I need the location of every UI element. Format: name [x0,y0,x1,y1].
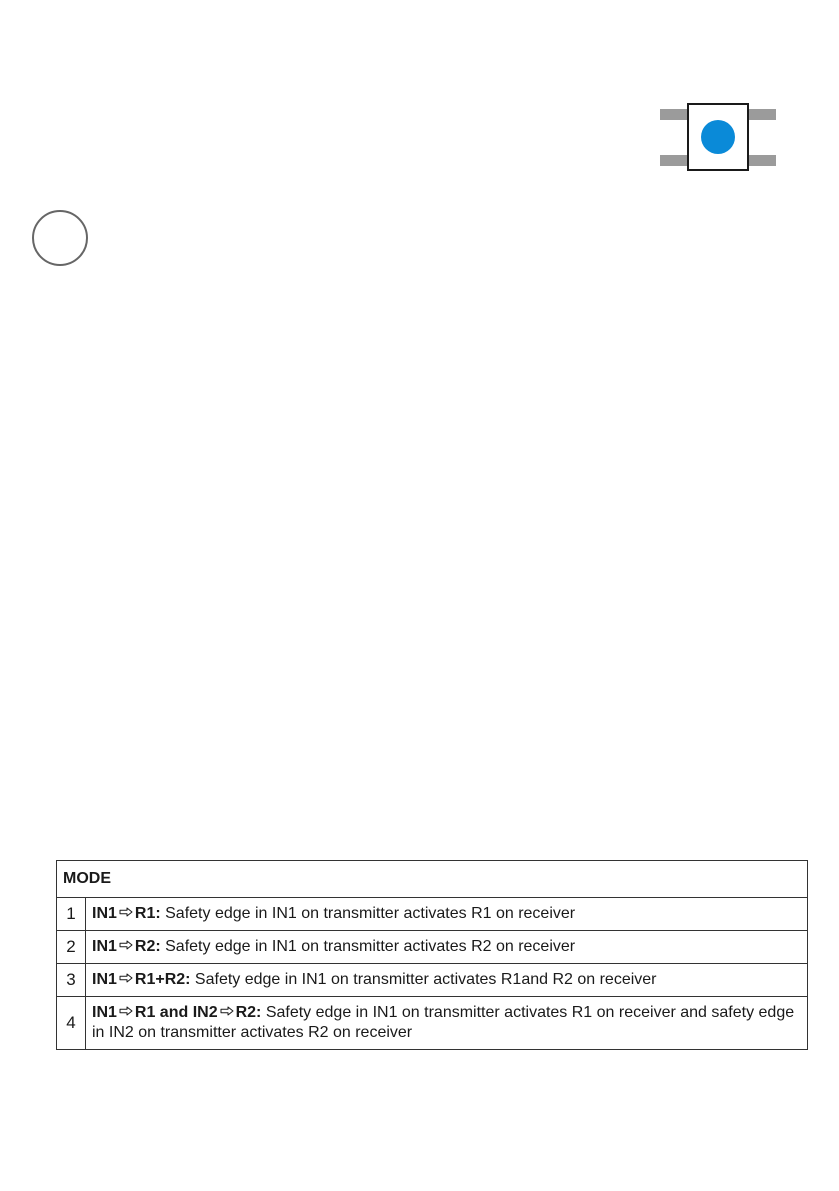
arrow-right-icon [220,1006,234,1016]
mode-table-row [57,898,808,931]
mode-explanation: Safety edge in IN1 on transmitter activates R1 on receiver and safety edge in IN2 on transmitter activates R2 on receiver [92,1004,795,1041]
mode-description [86,898,808,931]
mode-table-row [57,997,808,1050]
mode-table-body [57,898,808,1050]
mode-explanation: Safety edge in IN1 on transmitter activates R2 on receiver [160,938,576,955]
led-dot-icon [701,120,735,154]
led-indicator-diagram [660,102,776,172]
led-indicator-svg [660,102,776,172]
mode-rule: IN1 [92,1004,117,1021]
mode-rule: IN1 [92,905,117,922]
mode-rule: IN1 [92,971,117,988]
arrow-right-icon [119,940,133,950]
pin-bottom-left [660,155,690,166]
mode-table [56,860,808,1050]
mode-rule: R1 and IN2 [134,1004,218,1021]
mode-table-row [57,964,808,997]
pin-top-right [746,109,776,120]
mode-rule: R2: [235,1004,262,1021]
mode-table-header: MODE [57,861,808,898]
arrow-right-icon [119,973,133,983]
arrow-right-icon [119,1006,133,1016]
mode-description [86,964,808,997]
mode-rule: R1+R2: [134,971,191,988]
mode-rule: IN1 [92,938,117,955]
mode-rule: R2: [134,938,161,955]
mode-table-row [57,931,808,964]
mode-description [86,997,808,1050]
arrow-right-icon [119,907,133,917]
circle-badge [32,210,88,266]
pin-top-left [660,109,690,120]
mode-explanation: Safety edge in IN1 on transmitter activates R1and R2 on receiver [190,971,657,988]
mode-description [86,931,808,964]
mode-rule: R1: [134,905,161,922]
mode-number: 3 [57,964,86,997]
mode-number: 1 [57,898,86,931]
mode-explanation: Safety edge in IN1 on transmitter activates R1 on receiver [160,905,576,922]
mode-number: 2 [57,931,86,964]
pin-bottom-right [746,155,776,166]
mode-table-header-row [57,861,808,898]
mode-number: 4 [57,997,86,1050]
